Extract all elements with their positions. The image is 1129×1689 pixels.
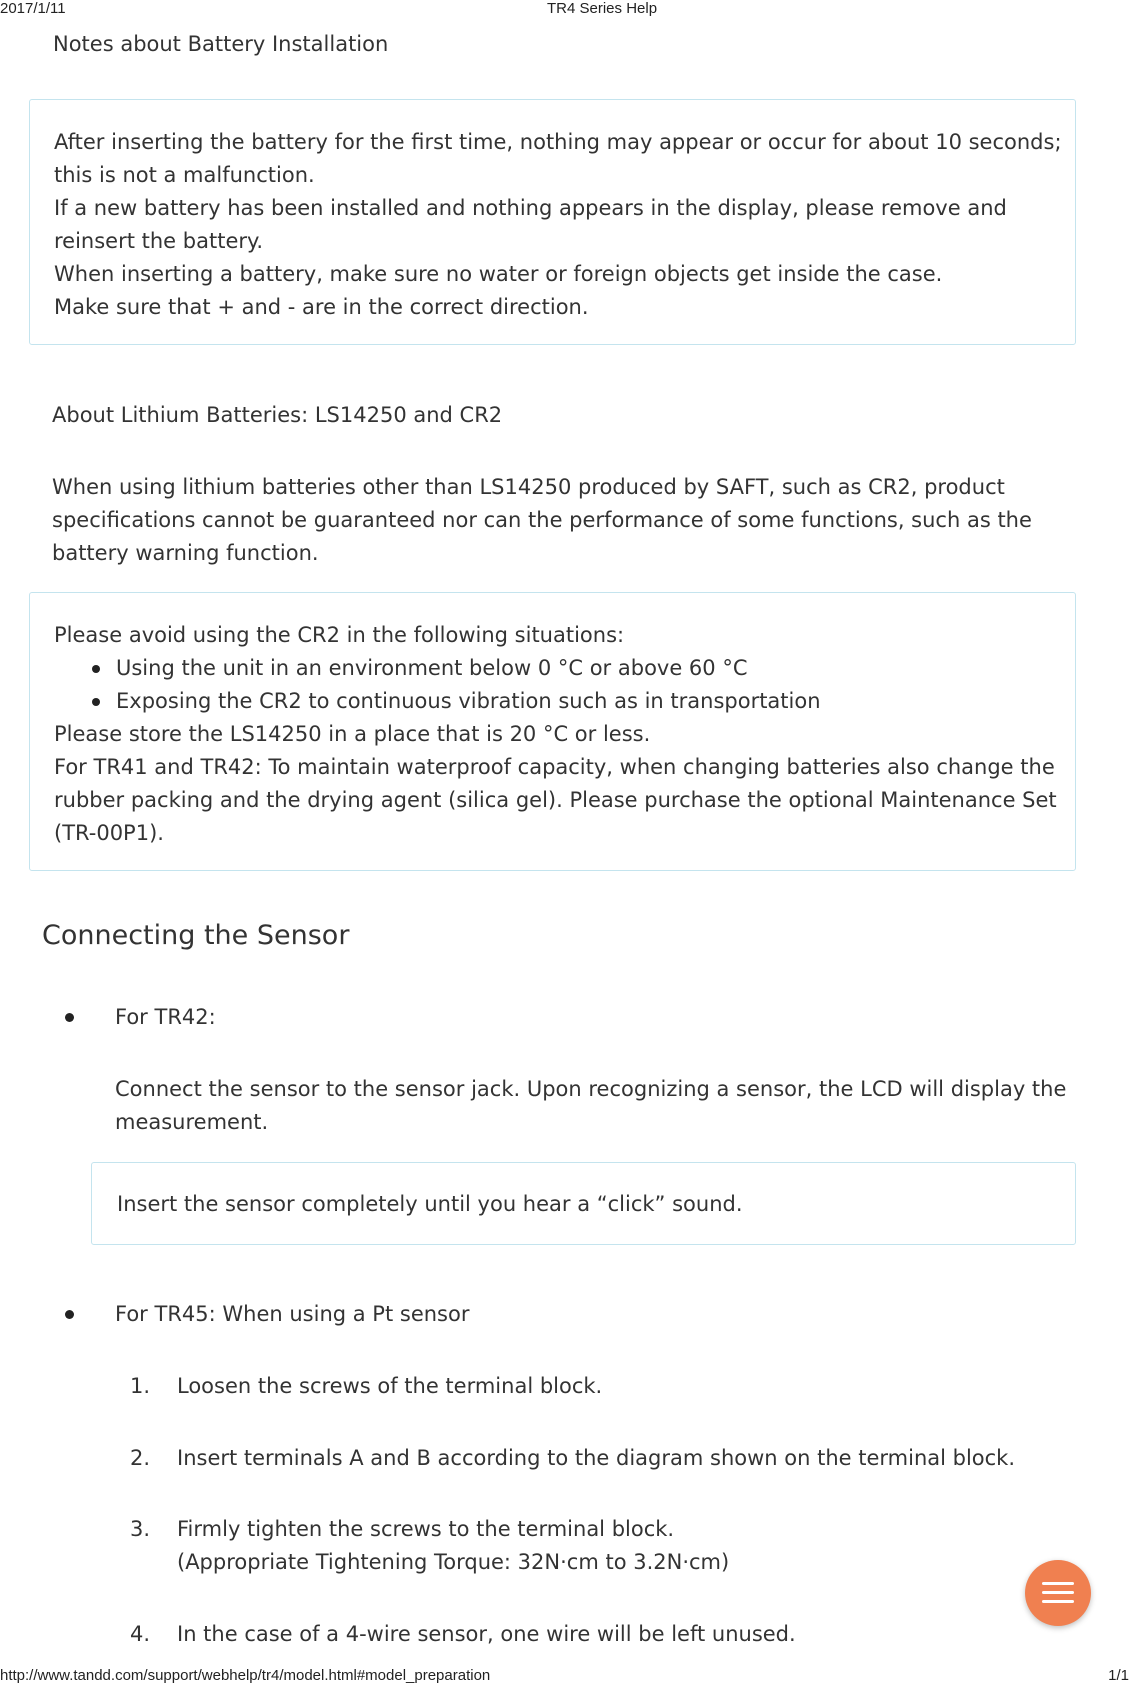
bullet-icon — [65, 1013, 74, 1022]
cr2-intro: Please avoid using the CR2 in the following situations: — [54, 623, 625, 647]
cr2-note-line: (TR-00P1). — [54, 821, 164, 845]
battery-note-line: When inserting a battery, make sure no water or foreign objects get inside the case. — [54, 262, 943, 286]
battery-notes-heading: Notes about Battery Installation — [53, 32, 389, 56]
step-text: (Appropriate Tightening Torque: 32N·cm to 3.2N·cm) — [177, 1550, 730, 1574]
tr42-paragraph — [115, 1073, 1066, 1139]
lithium-heading: About Lithium Batteries: LS14250 and CR2 — [52, 403, 503, 427]
tr45-label: For TR45: When using a Pt sensor — [115, 1302, 470, 1326]
step-text: Insert terminals A and B according to the diagram shown on the terminal block. — [177, 1446, 1016, 1470]
step-number: 3. — [130, 1517, 151, 1541]
menu-icon-bar — [1042, 1591, 1074, 1594]
menu-button[interactable] — [1025, 1560, 1091, 1626]
cr2-bullet: Exposing the CR2 to continuous vibration such as in transportation — [54, 685, 1057, 718]
step-number: 2. — [130, 1446, 151, 1470]
tr42-para-line: measurement. — [115, 1110, 269, 1134]
battery-notes-box — [29, 99, 1076, 345]
battery-note-line: After inserting the battery for the first time, nothing may appear or occur for about 10 seconds; — [54, 130, 1062, 154]
lithium-para-line: specifications cannot be guaranteed nor can the performance of some functions, such as the — [52, 508, 1032, 532]
print-header — [0, 0, 1129, 20]
bullet-icon — [92, 698, 100, 706]
lithium-para-line: When using lithium batteries other than LS14250 produced by SAFT, such as CR2, product — [52, 475, 1005, 499]
cr2-bullet: Using the unit in an environment below 0 °C or above 60 °C — [54, 652, 1057, 685]
battery-note-line: reinsert the battery. — [54, 229, 264, 253]
print-title: TR4 Series Help — [547, 0, 658, 17]
step-text: In the case of a 4-wire sensor, one wire will be left unused. — [177, 1622, 796, 1646]
step-number: 4. — [130, 1622, 151, 1646]
bullet-icon — [65, 1310, 74, 1319]
cr2-warning-box — [29, 592, 1076, 871]
print-date: 2017/1/11 — [0, 0, 66, 17]
bullet-icon — [92, 665, 100, 673]
cr2-note-line: rubber packing and the drying agent (silica gel). Please purchase the optional Maintenance Set — [54, 788, 1057, 812]
page-number: 1/1 — [1108, 1667, 1129, 1684]
cr2-note-line: For TR41 and TR42: To maintain waterproof capacity, when changing batteries also change the — [54, 755, 1055, 779]
tr42-note-box — [91, 1162, 1076, 1245]
tr42-para-line: Connect the sensor to the sensor jack. Upon recognizing a sensor, the LCD will display the — [115, 1077, 1067, 1101]
page-url: http://www.tandd.com/support/webhelp/tr4/model.html#model_preparation — [0, 1667, 491, 1684]
print-footer — [0, 1667, 1129, 1687]
battery-note-line: Make sure that + and - are in the correct direction. — [54, 295, 589, 319]
section-title: Connecting the Sensor — [42, 920, 350, 951]
menu-icon — [1042, 1582, 1074, 1585]
battery-note-line: If a new battery has been installed and nothing appears in the display, please remove and — [54, 196, 1007, 220]
step-text: Firmly tighten the screws to the terminal block. — [177, 1517, 675, 1541]
tr42-note: Insert the sensor completely until you hear a “click” sound. — [117, 1192, 743, 1216]
lithium-para-line: battery warning function. — [52, 541, 319, 565]
tr42-label: For TR42: — [115, 1005, 216, 1029]
step-number: 1. — [130, 1374, 151, 1398]
battery-note-line: this is not a malfunction. — [54, 163, 315, 187]
lithium-paragraph — [52, 471, 1032, 570]
step-text: Loosen the screws of the terminal block. — [177, 1374, 603, 1398]
menu-icon-bar — [1042, 1600, 1074, 1603]
cr2-note-line: Please store the LS14250 in a place that is 20 °C or less. — [54, 722, 651, 746]
